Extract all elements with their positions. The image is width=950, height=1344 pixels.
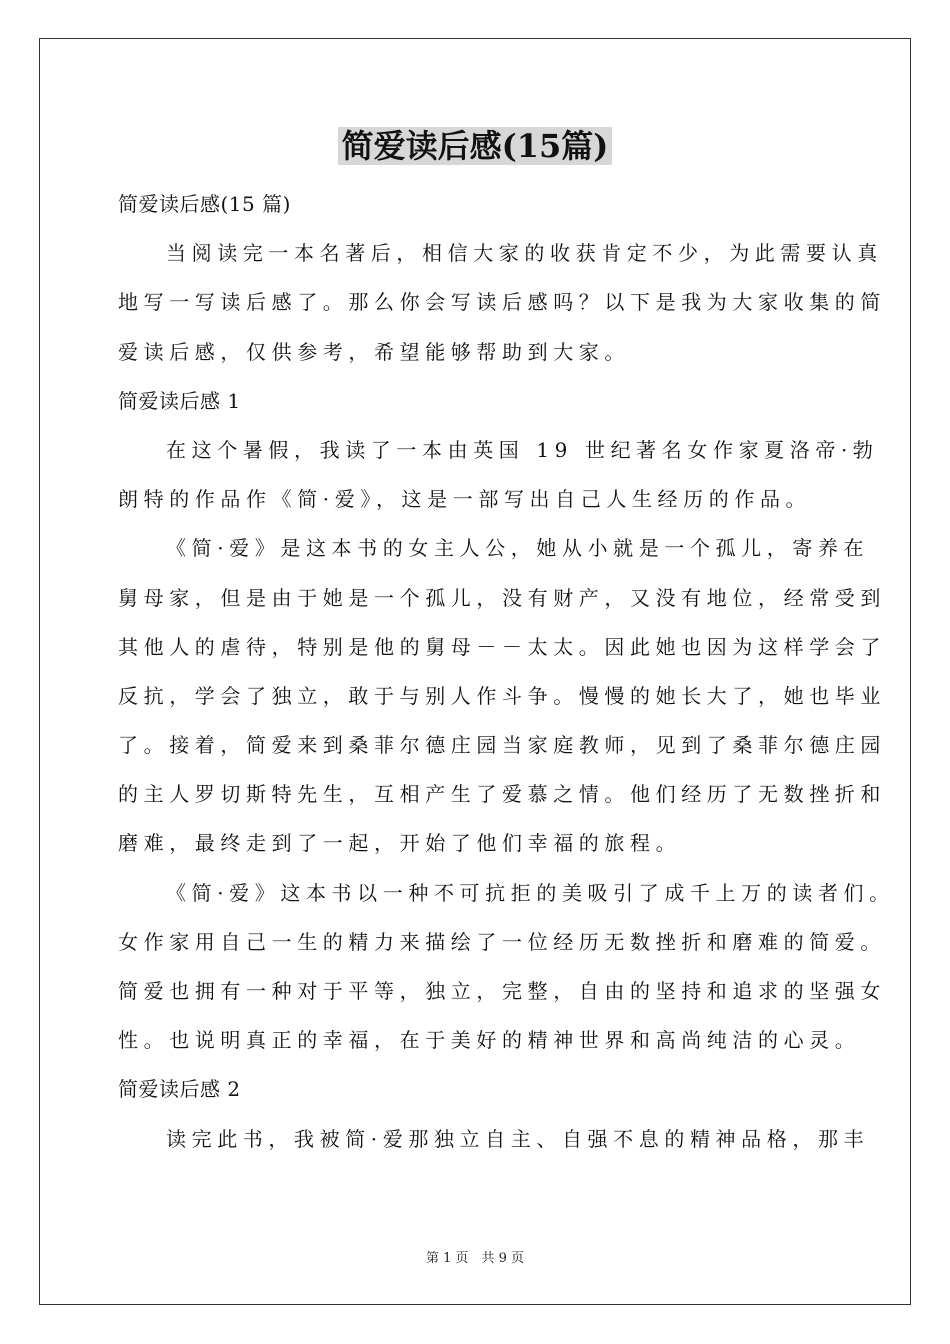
paragraph-line: 女作家用自己一生的精力来描绘了一位经历无数挫折和磨难的简爱。 — [118, 929, 886, 954]
paragraph-line: 的主人罗切斯特先生，互相产生了爱慕之情。他们经历了无数挫折和 — [118, 782, 886, 807]
paragraph-line: 简爱也拥有一种对于平等，独立，完整，自由的坚持和追求的坚强女 — [118, 979, 886, 1003]
section-heading: 简爱读后感 2 — [118, 1077, 241, 1102]
paragraph-line: 性。也说明真正的幸福，在于美好的精神世界和高尚纯洁的心灵。 — [118, 1028, 861, 1053]
paragraph-line: 朗特的作品作《简·爱》，这是一部写出自己人生经历的作品。 — [118, 487, 812, 512]
document-title — [0, 126, 950, 166]
paragraph-line: 其他人的虐待，特别是他的舅母－－太太。因此她也因为这样学会了 — [118, 634, 886, 659]
paragraph-line: 地写一写读后感了。那么你会写读后感吗？以下是我为大家收集的简 — [118, 290, 886, 315]
document-title-text: 简爱读后感(15篇) — [338, 127, 613, 165]
paragraph-line: 磨难，最终走到了一起，开始了他们幸福的旅程。 — [118, 831, 682, 856]
paragraph-line: 了。接着，简爱来到桑菲尔德庄园当家庭教师，见到了桑菲尔德庄园 — [118, 733, 886, 758]
section-heading: 简爱读后感 1 — [118, 388, 241, 413]
paragraph-line: 舅母家，但是由于她是一个孤儿，没有财产，又没有地位，经常受到 — [118, 585, 886, 610]
paragraph-line: 读完此书，我被简·爱那独立自主、自强不息的精神品格，那丰 — [166, 1126, 870, 1151]
paragraph-line: 《简·爱》这本书以一种不可抗拒的美吸引了成千上万的读者们。 — [166, 880, 895, 905]
page-footer: 第 1 页 共 9 页 — [425, 1251, 525, 1266]
paragraph-line: 反抗，学会了独立，敢于与别人作斗争。慢慢的她长大了，她也毕业 — [118, 683, 886, 708]
paragraph-line: 在这个暑假，我读了一本由英国 19 世纪著名女作家夏洛帝·勃 — [166, 437, 879, 462]
paragraph-line: 爱读后感，仅供参考，希望能够帮助到大家。 — [118, 339, 630, 364]
document-subtitle: 简爱读后感(15 篇) — [118, 192, 291, 216]
paragraph-line: 当阅读完一本名著后，相信大家的收获肯定不少，为此需要认真 — [166, 241, 883, 266]
paragraph-line: 《简·爱》是这本书的女主人公，她从小就是一个孤儿，寄养在 — [166, 536, 870, 561]
document-body — [118, 180, 895, 1164]
